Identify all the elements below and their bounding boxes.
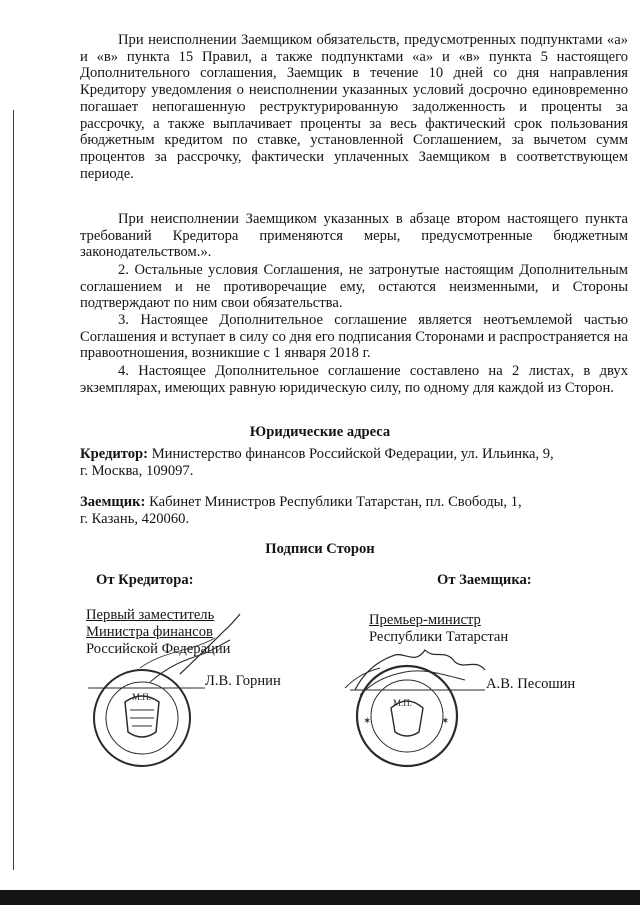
- borrower-label: Заемщик:: [80, 494, 146, 510]
- scan-edge-line: [13, 110, 14, 870]
- creditor-seal-signature-icon: [80, 590, 270, 780]
- creditor-signature-header: От Кредитора:: [96, 572, 194, 588]
- creditor-signatory-title-3: Российской Федерации: [86, 641, 231, 657]
- borrower-signatory-title-2: Республики Татарстан: [369, 629, 509, 645]
- borrower-signatory-title-1: Премьер-министр: [369, 612, 481, 628]
- borrower-signatory-name: А.В. Песошин: [486, 676, 576, 692]
- paragraph-item-3: 3. Настоящее Дополнительное соглашение является неотъемлемой частью Соглашения и вступает в силу со дня его подписания Сторонами и распространяется на правоотношения, возникшие с 1 января 2018 г.: [80, 312, 628, 362]
- borrower-seal-mark: М.П.: [393, 698, 413, 708]
- borrower-address: [80, 494, 628, 527]
- creditor-signatory-title-2: Министра финансов: [86, 624, 213, 640]
- svg-text:✶: ✶: [363, 716, 372, 727]
- paragraph-item-2: 2. Остальные условия Соглашения, не затронутые настоящим Дополнительным соглашением и не противоречащие ему, остаются неизменными, и Стороны подтверждают по ним свои обязательства.: [80, 262, 628, 312]
- creditor-address-text: Министерство финансов Российской Федерации, ул. Ильинка, 9,: [151, 446, 554, 462]
- legal-addresses-heading: Юридические адреса: [249, 424, 391, 440]
- paragraph-measures: При неисполнении Заемщиком указанных в абзаце втором настоящего пункта требований Кредитора применяются меры, предусмотренные бюджетным законодательством.».: [80, 211, 628, 261]
- creditor-address: [80, 446, 628, 479]
- borrower-signature-header: От Заемщика:: [437, 572, 532, 588]
- paragraph-default-consequences: При неисполнении Заемщиком обязательств, предусмотренных подпунктами «а» и «в» пункта 15 Правил, а также подпунктами «а» и «в» пункта 5 настоящего Дополнительного соглашения, Заемщик в течение 10 дней со дня направления Кредитору уведомления о неисполнении указанных условий досрочно единовременно погашает непогашенную реструктурированную задолженность и проценты за рассрочку, а также выплачивает проценты за весь фактический срок пользования бюджетным кредитом по ставке, установленной Соглашением, за вычетом сумм процентов за рассрочку, фактически уплаченных Заемщиком в соответствующем периоде.: [80, 32, 628, 182]
- creditor-signatory-title-1: Первый заместитель: [86, 607, 215, 623]
- creditor-address-city: г. Москва, 109097.: [80, 462, 194, 479]
- scan-bottom-border: [0, 890, 640, 905]
- borrower-seal-signature-icon: [335, 640, 495, 780]
- svg-text:✶: ✶: [441, 716, 450, 727]
- borrower-address-text: Кабинет Министров Республики Татарстан, пл. Свободы, 1,: [149, 494, 522, 510]
- paragraph-item-4: 4. Настоящее Дополнительное соглашение составлено на 2 листах, в двух экземплярах, имеющих равную юридическую силу, по одному для каждой из Сторон.: [80, 363, 628, 396]
- signatures-heading: Подписи Сторон: [265, 541, 375, 557]
- creditor-label: Кредитор:: [80, 446, 149, 462]
- creditor-signatory-name: Л.В. Горнин: [205, 673, 281, 689]
- borrower-address-city: г. Казань, 420060.: [80, 510, 190, 527]
- creditor-seal-mark: М.П.: [132, 692, 152, 702]
